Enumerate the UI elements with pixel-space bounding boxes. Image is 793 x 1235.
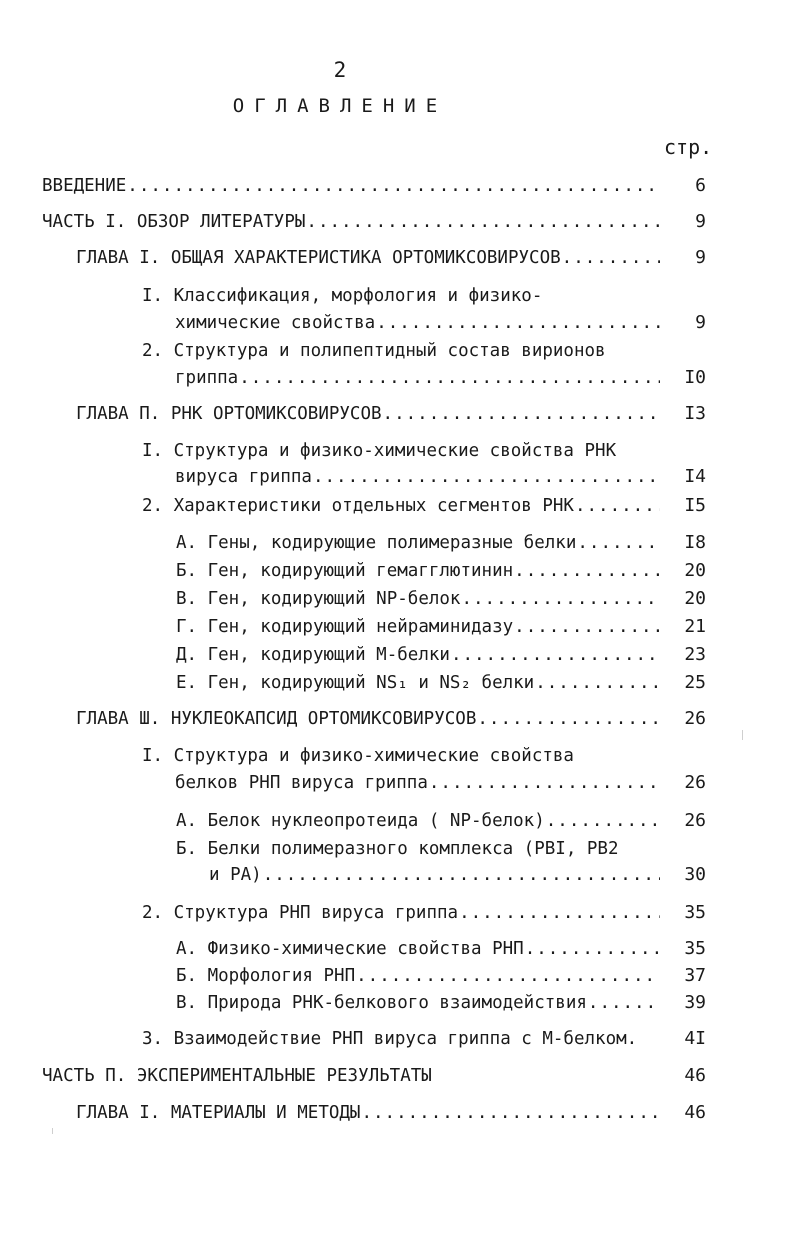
toc-entry <box>176 585 666 613</box>
toc-entry-title: ГЛАВА I. МАТЕРИАЛЫ И МЕТОДЫ <box>76 1103 361 1123</box>
dot-leader <box>361 1099 660 1127</box>
toc-entry-title: химические свойства <box>175 313 376 333</box>
toc-entry <box>176 529 666 557</box>
toc-entry-title: Д. Ген, кодирующий М-белки <box>176 645 450 665</box>
dot-leader <box>356 962 660 990</box>
toc-entry-title-line1: Б. Белки полимеразного комплекса (PBI, PB2 <box>176 839 619 859</box>
toc-entry-page: 20 <box>684 588 706 609</box>
toc-entry-page: 6 <box>695 175 706 196</box>
toc-entry-title: 2. Характеристики отдельных сегментов РНК <box>142 496 574 516</box>
toc-entry-page: 9 <box>695 211 706 232</box>
toc-entry-title: 2. Структура РНП вируса гриппа <box>142 903 459 923</box>
toc-entry-title-line1: I. Структура и физико-химические свойства <box>142 746 574 766</box>
toc-entry-page: 37 <box>684 965 706 986</box>
dot-leader <box>263 861 660 889</box>
dot-leader <box>535 669 660 697</box>
dot-leader <box>239 364 660 392</box>
dot-leader <box>429 769 660 797</box>
toc-entry <box>76 705 666 733</box>
toc-entry <box>142 1025 672 1053</box>
toc-entry-page: 39 <box>684 992 706 1013</box>
toc-entry <box>42 172 666 200</box>
toc-entry <box>176 962 666 990</box>
page-number: 2 <box>333 58 347 82</box>
toc-entry-title: Б. Ген, кодирующий гемагглютинин <box>176 561 514 581</box>
toc-entry-page: 46 <box>684 1065 706 1086</box>
toc-entry-page: I3 <box>684 403 706 424</box>
toc-entry-page: I8 <box>684 532 706 553</box>
toc-entry-title: ВВЕДЕНИЕ <box>42 176 127 196</box>
dot-leader <box>477 705 660 733</box>
toc-entry-title: Е. Ген, кодирующий NS₁ и NS₂ белки <box>176 673 535 693</box>
toc-entry <box>176 807 666 835</box>
toc-entry <box>176 641 666 669</box>
toc-entry-title-line1: 2. Структура и полипептидный состав вирионов <box>142 341 606 361</box>
toc-entry-page: 21 <box>684 616 706 637</box>
dot-leader <box>376 309 660 337</box>
toc-entry <box>42 208 666 236</box>
toc-entry-page: 26 <box>684 708 706 729</box>
dot-leader <box>577 529 660 557</box>
toc-entry-page: 46 <box>684 1102 706 1123</box>
toc-entry-title: ГЛАВА Ш. НУКЛЕОКАПСИД ОРТОМИКСОВИРУСОВ <box>76 709 477 729</box>
toc-entry-page: I5 <box>684 495 706 516</box>
toc-entry <box>176 669 666 697</box>
toc-entry <box>209 861 666 889</box>
toc-entry <box>176 557 666 585</box>
toc-entry-title: белков РНП вируса гриппа <box>175 773 428 793</box>
toc-entry <box>42 1062 642 1090</box>
toc-entry-title: ГЛАВА П. РНК ОРТОМИКСОВИРУСОВ <box>76 404 382 424</box>
toc-entry-page: 30 <box>684 864 706 885</box>
toc-entry-page: 9 <box>695 312 706 333</box>
toc-entry-title: ГЛАВА I. ОБЩАЯ ХАРАКТЕРИСТИКА ОРТОМИКСОВИРУСОВ <box>76 248 561 268</box>
toc-entry-title: вируса гриппа <box>175 467 312 487</box>
toc-entry-title: Г. Ген, кодирующий нейраминидазу <box>176 617 514 637</box>
toc-entry-page: 25 <box>684 672 706 693</box>
toc-entry <box>175 463 666 491</box>
dot-leader <box>459 899 660 927</box>
toc-entry <box>142 899 666 927</box>
toc-entry <box>76 244 666 272</box>
dot-leader <box>588 989 660 1017</box>
toc-entry-page: 35 <box>684 938 706 959</box>
scan-artifact <box>742 730 743 740</box>
dot-leader <box>562 244 660 272</box>
toc-entry-title: 3. Взаимодействие РНП вируса гриппа с М-белком. <box>142 1029 638 1049</box>
toc-entry <box>76 1099 666 1127</box>
toc-entry-title: ЧАСТЬ П. ЭКСПЕРИМЕНТАЛЬНЫЕ РЕЗУЛЬТАТЫ <box>42 1066 432 1086</box>
toc-entry-title-line1: I. Структура и физико-химические свойства РНК <box>142 441 617 461</box>
toc-entry <box>175 769 666 797</box>
toc-entry-title: А. Физико-химические свойства РНП <box>176 939 524 959</box>
toc-entry-page: 23 <box>684 644 706 665</box>
dot-leader <box>383 400 660 428</box>
toc-entry <box>176 989 666 1017</box>
toc-entry <box>175 364 666 392</box>
dot-leader <box>313 463 660 491</box>
dot-leader <box>127 172 660 200</box>
scan-artifact <box>52 1128 53 1134</box>
toc-entry <box>142 492 666 520</box>
dot-leader <box>514 557 660 585</box>
toc-entry-page: 35 <box>684 902 706 923</box>
toc-entry-page: 4I <box>684 1028 706 1049</box>
toc-entry-page: I4 <box>684 466 706 487</box>
toc-entry-title: А. Гены, кодирующие полимеразные белки <box>176 533 577 553</box>
dot-leader <box>546 807 660 835</box>
toc-entry-page: 26 <box>684 772 706 793</box>
page-title: ОГЛАВЛЕНИЕ <box>232 95 448 117</box>
dot-leader <box>514 613 660 641</box>
toc-entry <box>175 309 666 337</box>
toc-entry-title: ЧАСТЬ I. ОБЗОР ЛИТЕРАТУРЫ <box>42 212 306 232</box>
toc-entry-page: 9 <box>695 247 706 268</box>
toc-entry-title: гриппа <box>175 368 239 388</box>
toc-entry-title: Б. Морфология РНП <box>176 966 356 986</box>
dot-leader <box>306 208 660 236</box>
toc-entry-page: 20 <box>684 560 706 581</box>
toc-entry-title: и PA) <box>209 865 262 885</box>
toc-entry <box>176 613 666 641</box>
dot-leader <box>461 585 660 613</box>
toc-entry-title: А. Белок нуклеопротеида ( NP-белок) <box>176 811 545 831</box>
toc-entry-title: В. Природа РНК-белкового взаимодействия <box>176 993 587 1013</box>
page-column-label: стр. <box>664 135 713 159</box>
toc-entry <box>176 935 666 963</box>
dot-leader <box>575 492 660 520</box>
toc-entry-title-line1: I. Классификация, морфология и физико- <box>142 286 543 306</box>
dot-leader <box>525 935 660 963</box>
toc-entry-page: I0 <box>684 367 706 388</box>
toc-entry-title: В. Ген, кодирующий NP-белок <box>176 589 461 609</box>
toc-entry-page: 26 <box>684 810 706 831</box>
toc-entry <box>76 400 666 428</box>
dot-leader <box>451 641 660 669</box>
